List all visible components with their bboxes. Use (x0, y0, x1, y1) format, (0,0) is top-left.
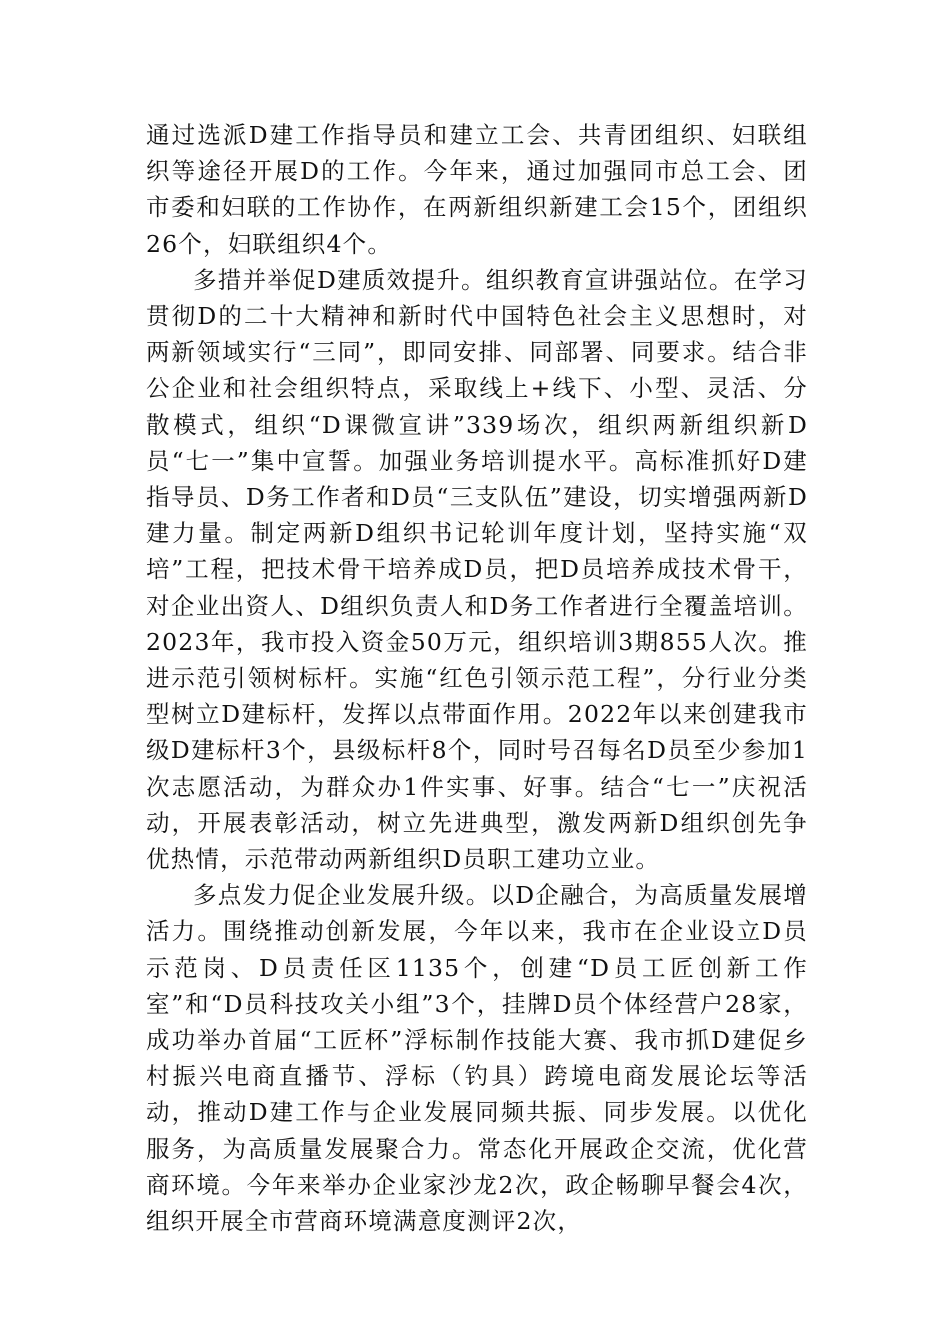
paragraph-union-organizations: 通过选派D建工作指导员和建立工会、共青团组织、妇联组织等途径开展D的工作。今年来，通过加强同市总工会、团市委和妇联的工作协作，在两新组织新建工会15个，团组织26个，妇联组织4个。 (146, 121, 808, 258)
paragraph-party-building-quality: 多措并举促D建质效提升。组织教育宣讲强站位。在学习贯彻D的二十大精神和新时代中国特色社会主义思想时，对两新领域实行“三同”，即同安排、同部署、同要求。结合非公企业和社会组织特点，采取线上+线下、小型、灵活、分散模式，组织“D课微宣讲”339场次，组织两新组织新D员“七一”集中宣誓。加强业务培训提水平。高标准抓好D建指导员、D务工作者和D员“三支队伍”建设，切实增强两新D建力量。制定两新D组织书记轮训年度计划，坚持实施“双培”工程，把技术骨干培养成D员，把D员培养成技术骨干，对企业出资人、D组织负责人和D务工作者进行全覆盖培训。2023年，我市投入资金50万元，组织培训3期855人次。推进示范引领树标杆。实施“红色引领示范工程”，分行业分类型树立D建标杆，发挥以点带面作用。2022年以来创建我市级D建标杆3个，县级标杆8个，同时号召每名D员至少参加1次志愿活动，为群众办1件实事、好事。结合“七一”庆祝活动，开展表彰活动，树立先进典型，激发两新D组织创先争优热情，示范带动两新组织D员职工建功立业。 (146, 265, 808, 874)
document-body (146, 117, 808, 1239)
paragraph-enterprise-development: 多点发力促企业发展升级。以D企融合，为高质量发展增活力。围绕推动创新发展，今年以来，我市在企业设立D员示范岗、D员责任区1135个，创建“D员工匠创新工作室”和“D员科技攻关小组”3个，挂牌D员个体经营户28家，成功举办首届“工匠杯”浮标制作技能大赛、我市抓D建促乡村振兴电商直播节、浮标（钓具）跨境电商发展论坛等活动，推动D建工作与企业发展同频共振、同步发展。以优化服务，为高质量发展聚合力。常态化开展政企交流，优化营商环境。今年来举办企业家沙龙2次，政企畅聊早餐会4次，组织开展全市营商环境满意度测评2次， (146, 881, 808, 1236)
